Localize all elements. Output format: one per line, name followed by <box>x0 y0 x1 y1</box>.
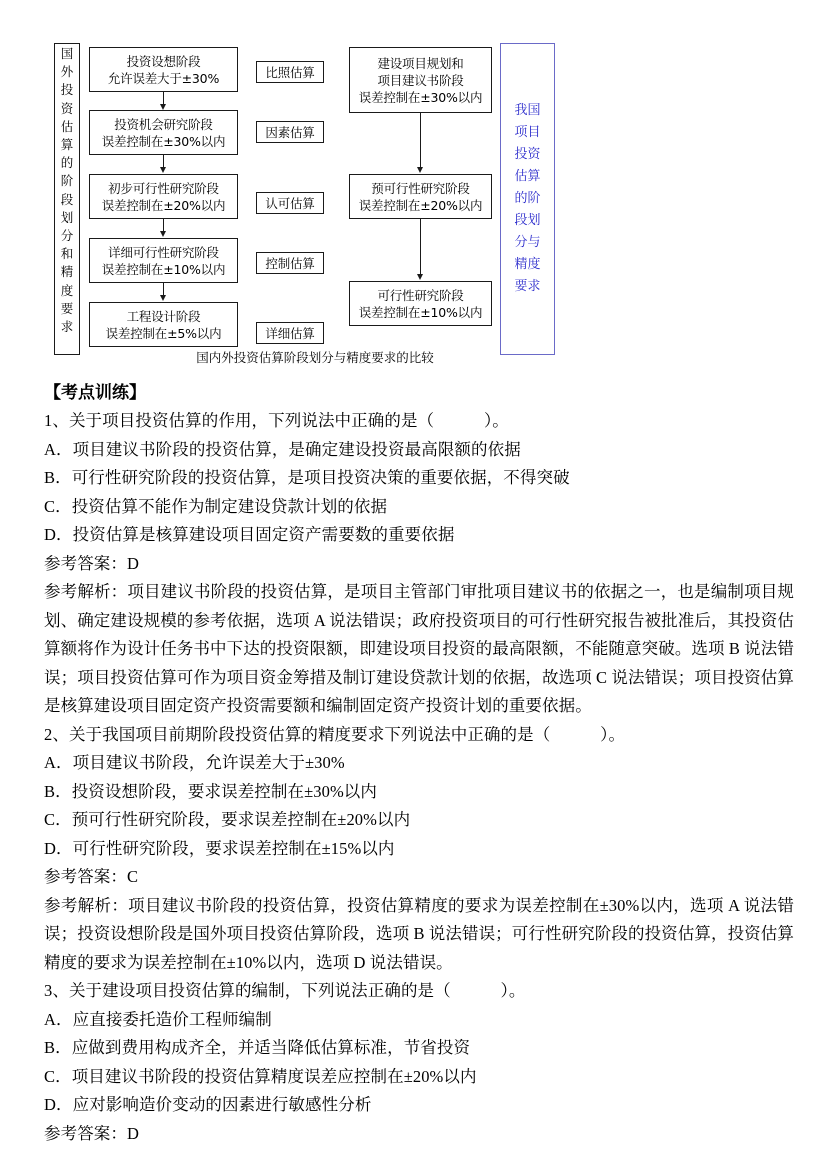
left-label-char: 国 <box>60 46 74 61</box>
left-label-char: 精 <box>60 264 74 280</box>
china-stage-1-line2: 项目建议书阶段 <box>377 72 464 88</box>
question-2-option-c[interactable]: C．预可行性研究阶段，要求误差控制在±20%以内 <box>44 810 411 829</box>
china-stage-1-line3: 误差控制在±30%以内 <box>358 89 483 105</box>
question-1-option-b[interactable]: B．可行性研究阶段的投资估算，是项目投资决策的重要依据，不得突破 <box>44 468 570 487</box>
connector-china-1-2 <box>420 113 421 167</box>
china-stage-box-2 <box>349 174 492 219</box>
left-label-char: 要 <box>60 300 74 316</box>
china-stage-3-line1: 可行性研究阶段 <box>377 287 464 303</box>
estimate-type-box-5 <box>256 322 324 344</box>
question-1-option-d[interactable]: D．投资估算是核算建设项目固定资产需要数的重要依据 <box>44 525 455 544</box>
left-label-char: 算 <box>60 137 74 153</box>
china-stage-2-line1: 预可行性研究阶段 <box>371 180 470 196</box>
foreign-stage-2-line2: 误差控制在±30%以内 <box>101 133 226 149</box>
estimate-type-4-label: 控制估算 <box>265 255 315 271</box>
connector-foreign-2-3 <box>163 155 164 167</box>
foreign-stage-box-5 <box>89 302 238 347</box>
section-heading: 【考点训练】 <box>44 383 146 402</box>
right-label-row: 分与 <box>514 235 541 250</box>
right-label-row: 段划 <box>514 213 541 228</box>
china-stage-3-line2: 误差控制在±10%以内 <box>358 304 483 320</box>
foreign-stage-box-3 <box>89 174 238 219</box>
question-2-option-a[interactable]: A．项目建议书阶段，允许误差大于±30% <box>44 753 345 772</box>
left-label-char: 求 <box>60 319 74 335</box>
left-label-char: 的 <box>60 155 74 171</box>
right-label-row: 的阶 <box>514 191 541 206</box>
diagram-right-vertical-label <box>500 43 555 355</box>
question-1-analysis: 参考解析：项目建议书阶段的投资估算，是项目主管部门审批项目建议书的依据之一，也是编制项目规划、确定建设规模的参考依据，选项 A 说法错误；政府投资项目的可行性研究报告被批准后，其投资估算额将作为设计任务书中下达的投资限额，即建设项目投资的最高限额，不能随意突破。选项 B 说法错误；项目投资估算可作为项目资金筹措及制订建设贷款计划的依据，故选项 C 说法错误；项目投资估算是核算建设项目固定资产投资需要额和编制固定资产投资计划的重要依据。 <box>44 582 794 715</box>
right-label-row: 精度 <box>514 257 541 272</box>
question-2-option-b[interactable]: B．投资设想阶段，要求误差控制在±30%以内 <box>44 781 378 801</box>
document-body <box>44 378 794 1148</box>
question-3-option-c[interactable]: C．项目建议书阶段的投资估算精度误差应控制在±20%以内 <box>44 1066 477 1086</box>
china-stage-2-line2: 误差控制在±20%以内 <box>358 197 483 213</box>
diagram-left-vertical-label <box>54 43 80 355</box>
question-2-analysis: 参考解析：项目建议书阶段的投资估算，投资估算精度的要求为误差控制在±30%以内，选项 A 说法错误；投资设想阶段是国外项目投资估算阶段，选项 B 说法错误；可行性研究阶段的投资估算，投资估算精度的要求为误差控制在±10%以内，选项 D 说法错误。 <box>44 895 794 972</box>
estimate-type-box-3 <box>256 192 324 214</box>
foreign-stage-box-4 <box>89 238 238 283</box>
question-1-option-c[interactable]: C．投资估算不能作为制定建设贷款计划的依据 <box>44 496 388 516</box>
foreign-stage-3-line2: 误差控制在±20%以内 <box>101 197 226 213</box>
foreign-stage-1-line2: 允许误差大于±30% <box>107 70 220 86</box>
diagram-caption: 国内外投资估算阶段划分与精度要求的比较 <box>196 350 434 365</box>
china-stage-box-1 <box>349 47 492 113</box>
foreign-stage-2-line1: 投资机会研究阶段 <box>114 116 213 132</box>
arrowhead-foreign-3-4 <box>160 231 166 237</box>
question-3-stem: 3、关于建设项目投资估算的编制，下列说法正确的是（ ）。 <box>44 981 526 1000</box>
question-2-option-d[interactable]: D．可行性研究阶段，要求误差控制在±15%以内 <box>44 838 395 858</box>
left-label-char: 分 <box>60 228 74 244</box>
right-label-row: 估算 <box>514 169 541 184</box>
left-label-char: 估 <box>60 118 74 134</box>
left-label-char: 投 <box>60 82 74 98</box>
foreign-stage-3-line1: 初步可行性研究阶段 <box>108 180 219 196</box>
question-1-stem: 1、关于项目投资估算的作用，下列说法中正确的是（ ）。 <box>44 411 509 430</box>
foreign-stage-box-2 <box>89 110 238 155</box>
estimate-type-box-1 <box>256 61 324 83</box>
question-3-option-b[interactable]: B．应做到费用构成齐全，并适当降低估算标准，节省投资 <box>44 1038 471 1057</box>
arrowhead-foreign-4-5 <box>160 295 166 301</box>
arrowhead-foreign-1-2 <box>160 104 166 110</box>
right-label-row: 项目 <box>514 125 541 140</box>
foreign-stage-box-1 <box>89 47 238 92</box>
left-label-char: 度 <box>60 282 74 298</box>
china-stage-1-line1: 建设项目规划和 <box>377 55 464 71</box>
foreign-stage-4-line2: 误差控制在±10%以内 <box>101 261 226 277</box>
estimate-type-box-2 <box>256 121 324 143</box>
china-stage-box-3 <box>349 281 492 326</box>
question-1-answer: 参考答案：D <box>44 553 140 573</box>
estimate-type-3-label: 认可估算 <box>265 195 315 211</box>
left-label-char: 划 <box>60 209 74 225</box>
left-label-char: 资 <box>60 100 74 116</box>
question-2-stem: 2、关于我国项目前期阶段投资估算的精度要求下列说法中正确的是（ ）。 <box>44 724 626 744</box>
foreign-stage-5-line2: 误差控制在±5%以内 <box>105 325 222 341</box>
estimate-type-2-label: 因素估算 <box>265 124 315 140</box>
foreign-stage-4-line1: 详细可行性研究阶段 <box>108 244 219 260</box>
left-label-char: 和 <box>60 246 74 262</box>
connector-china-2-3 <box>420 219 421 274</box>
connector-foreign-4-5 <box>163 283 164 295</box>
right-label-row: 要求 <box>514 279 541 294</box>
foreign-stage-1-line1: 投资设想阶段 <box>126 53 201 69</box>
question-3-option-d[interactable]: D．应对影响造价变动的因素进行敏感性分析 <box>44 1095 372 1114</box>
left-label-char: 外 <box>60 64 74 80</box>
connector-foreign-1-2 <box>163 92 164 104</box>
left-label-char: 段 <box>60 191 74 207</box>
investment-estimate-comparison-diagram <box>0 0 830 372</box>
right-label-row: 我国 <box>514 103 541 118</box>
connector-foreign-3-4 <box>163 219 164 231</box>
estimate-type-5-label: 详细估算 <box>265 325 315 341</box>
question-3-answer: 参考答案：D <box>44 1123 140 1143</box>
right-label-row: 投资 <box>514 147 541 162</box>
arrowhead-foreign-2-3 <box>160 167 166 173</box>
question-2-answer: 参考答案：C <box>44 867 139 886</box>
foreign-stage-5-line1: 工程设计阶段 <box>126 308 201 324</box>
estimate-type-1-label: 比照估算 <box>265 64 315 80</box>
question-3-option-a[interactable]: A．应直接委托造价工程师编制 <box>44 1009 272 1029</box>
arrowhead-china-2-3 <box>417 274 423 280</box>
arrowhead-china-1-2 <box>417 167 423 173</box>
estimate-type-box-4 <box>256 252 324 274</box>
left-label-char: 阶 <box>60 173 74 189</box>
question-1-option-a[interactable]: A．项目建议书阶段的投资估算，是确定建设投资最高限额的依据 <box>44 439 521 459</box>
